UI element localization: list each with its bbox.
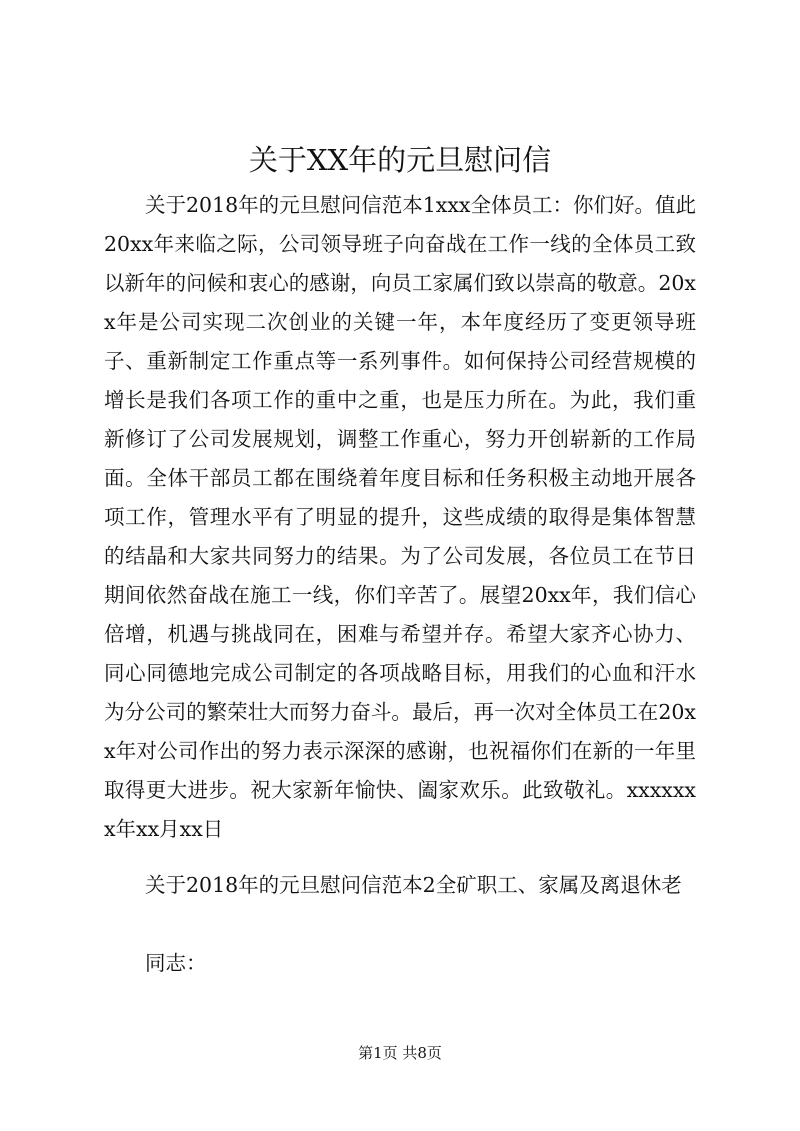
body-paragraph: 关于2018年的元旦慰问信范本2全矿职工、家属及离退休老	[145, 873, 682, 897]
body-paragraph: 同志：	[145, 951, 207, 975]
document-title: 关于XX年的元旦慰问信	[248, 143, 552, 177]
page-footer: 第1页 共8页	[358, 1044, 442, 1062]
body-paragraph: 关于2018年的元旦慰问信范本1xxx全体员工：你们好。值此20xx年来临之际，公司领导班子向奋战在工作一线的全体员工致以新年的问候和衷心的感谢，向员工家属们致以崇高的敬意。20xx年是公司实现二次创业的关键一年，本年度经历了变更领导班子、重新制定工作重点等一系列事件。如何保持公司经营规模的增长是我们各项工作的重中之重，也是压力所在。为此，我们重新修订了公司发展规划，调整工作重心，努力开创崭新的工作局面。全体干部员工都在围绕着年度目标和任务积极主动地开展各项工作，管理水平有了明显的提升，这些成绩的取得是集体智慧的结晶和大家共同努力的结果。为了公司发展，各位员工在节日期间依然奋战在施工一线，你们辛苦了。展望20xx年，我们信心倍增，机遇与挑战同在，困难与希望并存。希望大家齐心协力、同心同德地完成公司制定的各项战略目标，用我们的心血和汗水为分公司的繁荣壮大而努力奋斗。最后，再一次对全体员工在20xx年对公司作出的努力表示深深的感谢，也祝福你们在新的一年里取得更大进步。祝大家新年愉快、阖家欢乐。此致敬礼。xxxxxxx年xx月xx日	[104, 193, 696, 841]
